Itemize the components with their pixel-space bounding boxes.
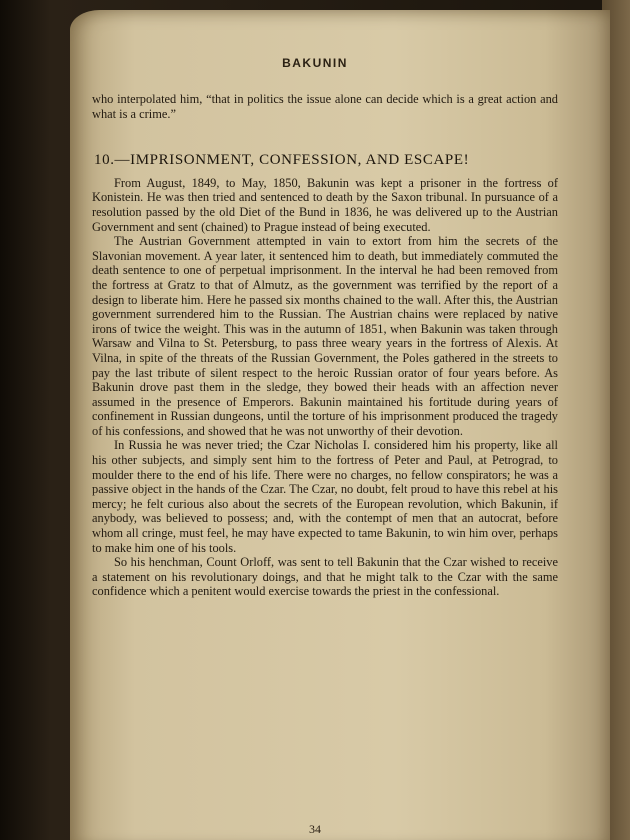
running-head: BAKUNIN xyxy=(282,56,348,70)
paragraph-1: From August, 1849, to May, 1850, Bakunin was kept a prisoner in the fortress of Konistein. He was then tried and sentenced to death by the Saxon tribunal. In pursuance of a resolution passed by the old Diet of the Bund in 1836, he was delivered up to the Austrian Government and sent (chained) to Prague instead of being executed. xyxy=(92,175,558,234)
page-body xyxy=(92,92,558,599)
page-number: 34 xyxy=(309,822,321,836)
paragraph-2: The Austrian Government attempted in vain to extort from him the secrets of the Slavonian movement. A year later, it sentenced him to death, but immediately commuted the death sentence to one of perpetual imprisonment. In the interval he had been removed from the fortress at Gratz to that of Almutz, as the government was terrified by the report of a design to liberate him. Here he passed six months chained to the wall. After this, the Austrian government surrendered him to the Russian. The Austrian chains were replaced by native irons of twice the weight. This was in the autumn of 1851, when Bakunin was taken through Warsaw and Vilna to St. Petersburg, to pass three weary years in the fortress of Alexis. At Vilna, in spite of the threats of the Russian Government, the Poles gathered in the streets to pay the last tribute of silent respect to the heroic Russian orator of four years before. As Bakunin drove past them in the sledge, they bowed their heads with an affection never assumed in the presence of Emperors. Bakunin maintained his fortitude during years of confinement in Russian dungeons, until the torture of his imprisonment produced the tragedy of his confessions, and showed that he was not unworthy of their devotion. xyxy=(92,234,558,438)
paragraph-4: So his henchman, Count Orloff, was sent to tell Bakunin that the Czar wished to receive a statement on his revolutionary doings, and that he might talk to the Czar with the same confidence which a penitent would exercise towards the priest in the confessional. xyxy=(92,555,558,599)
paragraph-3: In Russia he was never tried; the Czar Nicholas I. considered him his property, like all his other subjects, and simply sent him to the fortress of Peter and Paul, at Petrograd, to moulder there to the end of his life. There were no charges, no fellow conspirators; he was a passive object in the hands of the Czar. The Czar, no doubt, felt proud to have this rebel at his mercy; he felt curious also about the secrets of the European revolution, which Bakunin, if anybody, was believed to possess; and, with the contempt of men that an autocrat, before whom all cringe, must feel, he may have expected to tame Bakunin, to win him over, perhaps to make him one of his tools. xyxy=(92,438,558,555)
section-heading: 10.—IMPRISONMENT, CONFESSION, AND ESCAPE! xyxy=(94,152,470,169)
continuation-paragraph: who interpolated him, “that in politics the issue alone can decide which is a great action and what is a crime.” xyxy=(92,92,558,121)
